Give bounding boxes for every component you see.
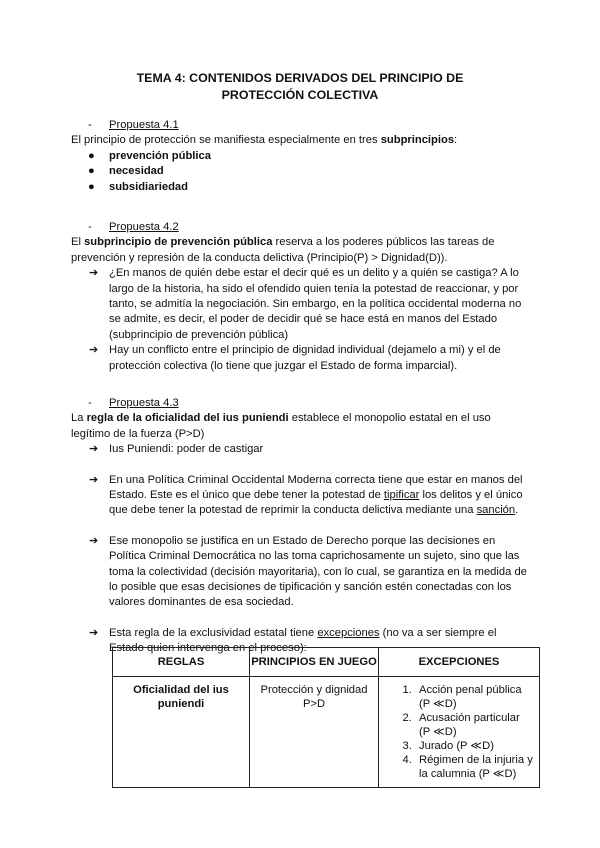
exceptions-table [112, 647, 540, 788]
paragraph-text: establece el monopolio estatal en el uso legítimo de la fuerza (P>D) [71, 412, 491, 440]
principle-text: P>D [302, 698, 326, 710]
subprinciple-list [71, 149, 531, 195]
list-item [71, 164, 531, 179]
table-cell-rule: Oficialidad del ius puniendi [113, 677, 250, 788]
list-item: 4. Régimen de la injuria y la calumnia (P ≪D) [415, 753, 533, 781]
list-item [71, 149, 531, 164]
arrow-item-text: (no va a ser siempre el Estado quien intervenga en el proceso): [109, 626, 497, 655]
heading-text: Propuesta 4.3 [109, 397, 179, 409]
paragraph-bold: regla de la oficialidad del ius puniendi [86, 412, 289, 425]
dash-marker: - [88, 397, 92, 409]
arrow-item [71, 266, 531, 343]
column-header: PRINCIPIOS EN JUEGO [250, 648, 379, 677]
bullet-icon: ● [88, 180, 95, 193]
arrow-item-text: ¿En manos de quién debe estar el decir qué es un delito y a quién se castiga? A lo largo de la historia, ha sido el ofendido quien tenía la potestad de reaccionar, y por tanto, se admitía la negociación. Sin embargo, en la política occidental moderna no se admite, es decir, el poder de decidir qué se hace está en manos del Estado (subprincipio de prevención pública) [109, 267, 522, 341]
underlined-term: tipificar [383, 489, 420, 502]
list-item-text: prevención pública [109, 149, 211, 162]
section-4-3 [71, 396, 531, 657]
bullet-icon: ● [88, 149, 95, 162]
section-heading [71, 220, 531, 235]
intro-bold: subprincipios [380, 134, 455, 147]
arrow-item [71, 534, 531, 611]
list-item-text: necesidad [109, 165, 164, 178]
paragraph-text: reserva a los poderes públicos las tareas de prevención y represión de la conducta delictiva (Principio(P) > Dignidad(D)). [71, 236, 495, 264]
principle-text: Protección y dignidad [260, 684, 368, 696]
section-4-1 [71, 118, 531, 195]
arrow-item-text: Ius Puniendi: poder de castigar [109, 443, 264, 456]
arrow-item-text: . [515, 504, 519, 517]
exceptions-list [385, 683, 533, 781]
heading-text: Propuesta 4.2 [109, 221, 179, 233]
table-header-row [113, 648, 540, 677]
table-row [113, 677, 540, 788]
arrow-icon: ➔ [89, 534, 99, 547]
section-heading [71, 396, 531, 411]
section-4-2 [71, 220, 531, 374]
arrow-item [71, 343, 531, 374]
column-header: REGLAS [113, 648, 250, 677]
arrow-item [71, 473, 531, 519]
arrow-item-text: los delitos y el único que debe tener la potestad de reprimir la conducta delictiva mediante una [109, 489, 523, 517]
section-heading [71, 118, 531, 133]
table-cell-principle [250, 677, 379, 788]
bullet-icon: ● [88, 165, 95, 178]
arrow-item-text: Hay un conflicto entre el principio de dignidad individual (dejamelo a mi) y el de protección colectiva (lo tiene que juzgar el Estado de forma imparcial). [109, 344, 501, 372]
table-cell-exceptions [379, 677, 540, 788]
paragraph-text: El [71, 236, 85, 249]
list-item-text: subsidiariedad [109, 180, 188, 193]
title-line-2: PROTECCIÓN COLECTIVA [221, 88, 379, 102]
paragraph-text: La [71, 412, 87, 425]
underlined-term: excepciones [317, 626, 380, 639]
underlined-term: sanción [476, 504, 516, 517]
intro-end: : [454, 134, 458, 147]
column-header: EXCEPCIONES [379, 648, 540, 677]
paragraph [71, 235, 531, 266]
arrow-item-text: Esta regla de la exclusividad estatal tiene [109, 626, 318, 639]
arrow-icon: ➔ [89, 267, 99, 280]
arrow-icon: ➔ [89, 626, 99, 639]
arrow-item [71, 442, 531, 457]
arrow-item-text: En una Política Criminal Occidental Moderna correcta tiene que estar en manos del Estado. Este es el único que debe tener la potestad de [109, 473, 523, 502]
list-item: 2. Acusación particular (P ≪D) [415, 711, 533, 739]
dash-marker: - [88, 221, 92, 233]
paragraph [71, 411, 531, 442]
list-item [71, 180, 531, 195]
arrow-icon: ➔ [89, 344, 99, 357]
intro-paragraph [71, 133, 531, 148]
list-item: 3. Jurado (P ≪D) [415, 739, 533, 753]
page-title [0, 70, 600, 104]
arrow-icon: ➔ [89, 473, 99, 486]
heading-text: Propuesta 4.1 [109, 119, 179, 131]
title-line-1: TEMA 4: CONTENIDOS DERIVADOS DEL PRINCIPIO DE [136, 71, 464, 85]
paragraph-bold: subprincipio de prevención pública [84, 236, 273, 249]
arrow-icon: ➔ [89, 443, 99, 456]
list-item: 1. Acción penal pública (P ≪D) [415, 683, 533, 711]
dash-marker: - [88, 119, 92, 131]
arrow-item-text: Ese monopolio se justifica en un Estado de Derecho porque las decisiones en Política Criminal Democrática no las toma caprichosamente un sujeto, sino que las toma la colectividad (decisión mayoritaria), con lo cual, se garantiza en la medida de lo posible que esas decisiones de tipificación y sanción estén conectadas con los valores dominantes de esa sociedad. [109, 534, 527, 609]
intro-text: El principio de protección se manifiesta especialmente en tres [71, 134, 381, 147]
